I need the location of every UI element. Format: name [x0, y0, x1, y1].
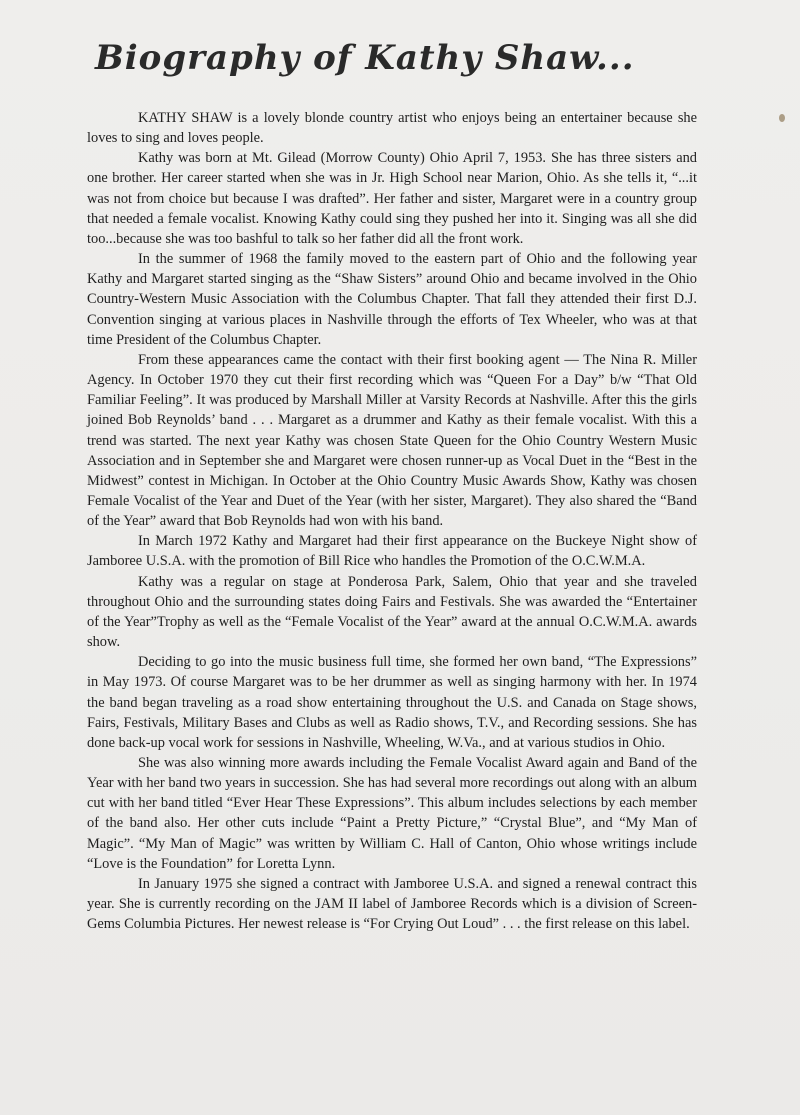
paragraph-2: Kathy was born at Mt. Gilead (Morrow County) Ohio April 7, 1953. She has three sisters and one brother. Her career started when she was in Jr. High School near Marion, Ohio. As she tells it, “...it was not from choice but because I was drafted”. Her father and sister, Margaret were in a country group that needed a female vocalist. Knowing Kathy could sing they pushed her into it. Singing was all she did too...because she was too bashful to talk so her father did all the front work.: [87, 150, 697, 247]
paragraph-3: In the summer of 1968 the family moved to the eastern part of Ohio and the following year Kathy and Margaret started singing as the “Shaw Sisters” around Ohio and became involved in the Ohio Country-Western Music Association with the Columbus Chapter. That fall they attended their first D.J. Convention singing at various places in Nashville through the efforts of Tex Wheeler, who was at that time President of the Columbus Chapter.: [87, 251, 697, 348]
paragraph-7: Deciding to go into the music business full time, she formed her own band, “The Expressions” in May 1973. Of course Margaret was to be her drummer as well as singing harmony with her. In 1974 the band began traveling as a road show entertaining throughout the U.S. and Canada on Stage shows, Fairs, Festivals, Military Bases and Clubs as well as Radio shows, T.V., and Recording sessions. She has done back-up vocal work for sessions in Nashville, Wheeling, W.Va., and at various studios in Ohio.: [87, 654, 697, 751]
paragraph-6: Kathy was a regular on stage at Ponderosa Park, Salem, Ohio that year and she traveled throughout Ohio and the surrounding states doing Fairs and Festivals. She was awarded the “Entertainer of the Year”Trophy as well as the “Female Vocalist of the Year” award at the annual O.C.W.M.A. awards show.: [87, 573, 697, 651]
biography-body: [87, 108, 697, 934]
paragraph-9: In January 1975 she signed a contract with Jamboree U.S.A. and signed a renewal contract this year. She is currently recording on the JAM II label of Jamboree Records which is a division of Screen-Gems Columbia Pictures. Her newest release is “For Crying Out Loud” . . . the first release on this label.: [87, 875, 697, 933]
page-title: Biography of Kathy Shaw...: [95, 38, 635, 78]
paragraph-4: From these appearances came the contact with their first booking agent — The Nina R. Miller Agency. In October 1970 they cut their first recording which was “Queen For a Day” b/w “That Old Familiar Feeling”. It was produced by Marshall Miller at Varsity Records at Nashville. After this the girls joined Bob Reynolds’ band . . . Margaret as a drummer and Kathy as their female vocalist. With this a trend was started. The next year Kathy was chosen State Queen for the Ohio Country Western Music Association and in September she and Margaret were chosen runner-up as Vocal Duet in the “Best in the Midwest” contest in Michigan. In October at the Ohio Country Music Awards Show, Kathy was chosen Female Vocalist of the Year and Duet of the Year (with her sister, Margaret). They also shared the “Band of the Year” award that Bob Reynolds had won with his band.: [87, 351, 697, 530]
paper-speck: [779, 114, 785, 122]
paragraph-8: She was also winning more awards including the Female Vocalist Award again and Band of the Year with her band two years in succession. She has had several more recordings out along with an album cut with her band titled “Ever Hear These Expressions”. This album includes selections by each member of the band also. Her other cuts include “Paint a Pretty Picture,” “Crystal Blue”, and “My Man of Magic”. “My Man of Magic” was written by William C. Hall of Canton, Ohio whose writings include “Love is the Foundation” for Loretta Lynn.: [87, 755, 697, 872]
paragraph-5: In March 1972 Kathy and Margaret had their first appearance on the Buckeye Night show of Jamboree U.S.A. with the promotion of Bill Rice who handles the Promotion of the O.C.W.M.A.: [87, 533, 697, 570]
paragraph-1: KATHY SHAW is a lovely blonde country artist who enjoys being an entertainer because she loves to sing and loves people.: [87, 110, 697, 147]
